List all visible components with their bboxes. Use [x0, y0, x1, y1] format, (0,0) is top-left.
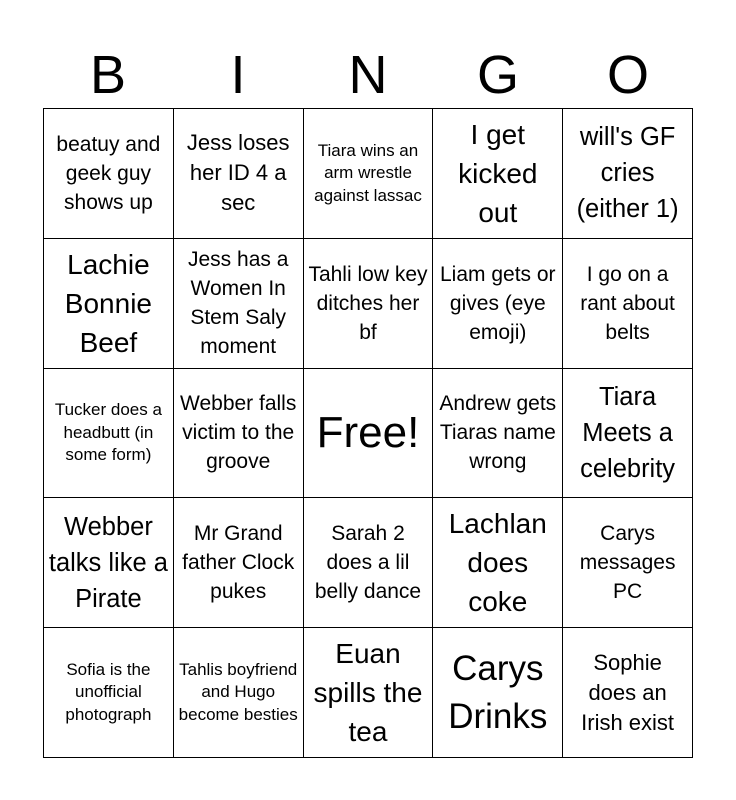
header-letter-o: O [606, 45, 649, 105]
bingo-cell[interactable] [433, 109, 563, 239]
cell-text: Andrew gets Tiaras name wrong [439, 392, 557, 474]
cell-text: Jess has a Women In Stem Saly moment [188, 248, 289, 359]
bingo-cell[interactable] [304, 109, 434, 239]
cell-text: Liam gets or gives (eye emoji) [440, 262, 556, 344]
cell-text: Sarah 2 does a lil belly dance [314, 522, 422, 604]
bingo-cell[interactable] [563, 239, 693, 369]
cell-text: Lachie Bonnie Beef [64, 248, 152, 358]
header-letter-b: B [89, 45, 127, 105]
header-letter-i: I [230, 45, 246, 105]
cell-text: Webber falls victim to the groove [180, 392, 297, 474]
cell-text: Carys messages PC [579, 522, 676, 604]
cell-text: Tiara wins an arm wrestle against lassac [314, 140, 422, 205]
bingo-cell[interactable] [433, 498, 563, 628]
cell-text: I get kicked out [458, 118, 538, 228]
bingo-cell[interactable] [174, 498, 304, 628]
bingo-cell[interactable] [44, 369, 174, 499]
cell-text: beatuy and geek guy shows up [56, 132, 161, 214]
bingo-cell[interactable] [304, 498, 434, 628]
cell-text: will's GF cries (either 1) [576, 123, 679, 224]
cell-text: Lachlan does coke [448, 508, 547, 618]
free-space-text: Free! [316, 407, 420, 457]
cell-text: Tahli low key ditches her bf [308, 262, 428, 344]
cell-text: Tucker does a headbutt (in some form) [54, 400, 162, 465]
cell-text: Webber talks like a Pirate [48, 512, 168, 613]
bingo-cell[interactable] [44, 498, 174, 628]
cell-text: Euan spills the tea [313, 638, 423, 748]
cell-text: Mr Grand father Clock pukes [182, 522, 295, 604]
bingo-cell[interactable] [174, 369, 304, 499]
bingo-cell[interactable] [174, 109, 304, 239]
cell-text: Tahlis boyfriend and Hugo become besties [178, 659, 298, 724]
bingo-cell[interactable] [433, 628, 563, 758]
free-space[interactable] [304, 369, 434, 499]
cell-text: Jess loses her ID 4 a sec [186, 130, 290, 216]
cell-text: Sofia is the unofficial photograph [65, 659, 152, 724]
cell-text: Sophie does an Irish exist [581, 649, 675, 735]
bingo-cell[interactable] [563, 628, 693, 758]
bingo-cell[interactable] [563, 109, 693, 239]
cell-text: I go on a rant about belts [580, 262, 675, 344]
bingo-cell[interactable] [563, 369, 693, 499]
bingo-cell[interactable] [304, 239, 434, 369]
bingo-cell[interactable] [174, 239, 304, 369]
bingo-cell[interactable] [304, 628, 434, 758]
bingo-cell[interactable] [44, 109, 174, 239]
header-letter-n: N [348, 45, 388, 105]
bingo-header [43, 42, 693, 108]
header-letter-g: G [476, 45, 519, 105]
bingo-cell[interactable] [433, 369, 563, 499]
cell-text: Carys Drinks [448, 648, 548, 736]
bingo-cell[interactable] [174, 628, 304, 758]
bingo-cell[interactable] [44, 628, 174, 758]
bingo-cell[interactable] [44, 239, 174, 369]
bingo-cell[interactable] [563, 498, 693, 628]
bingo-grid [43, 108, 693, 758]
bingo-cell[interactable] [433, 239, 563, 369]
cell-text: Tiara Meets a celebrity [580, 382, 676, 483]
